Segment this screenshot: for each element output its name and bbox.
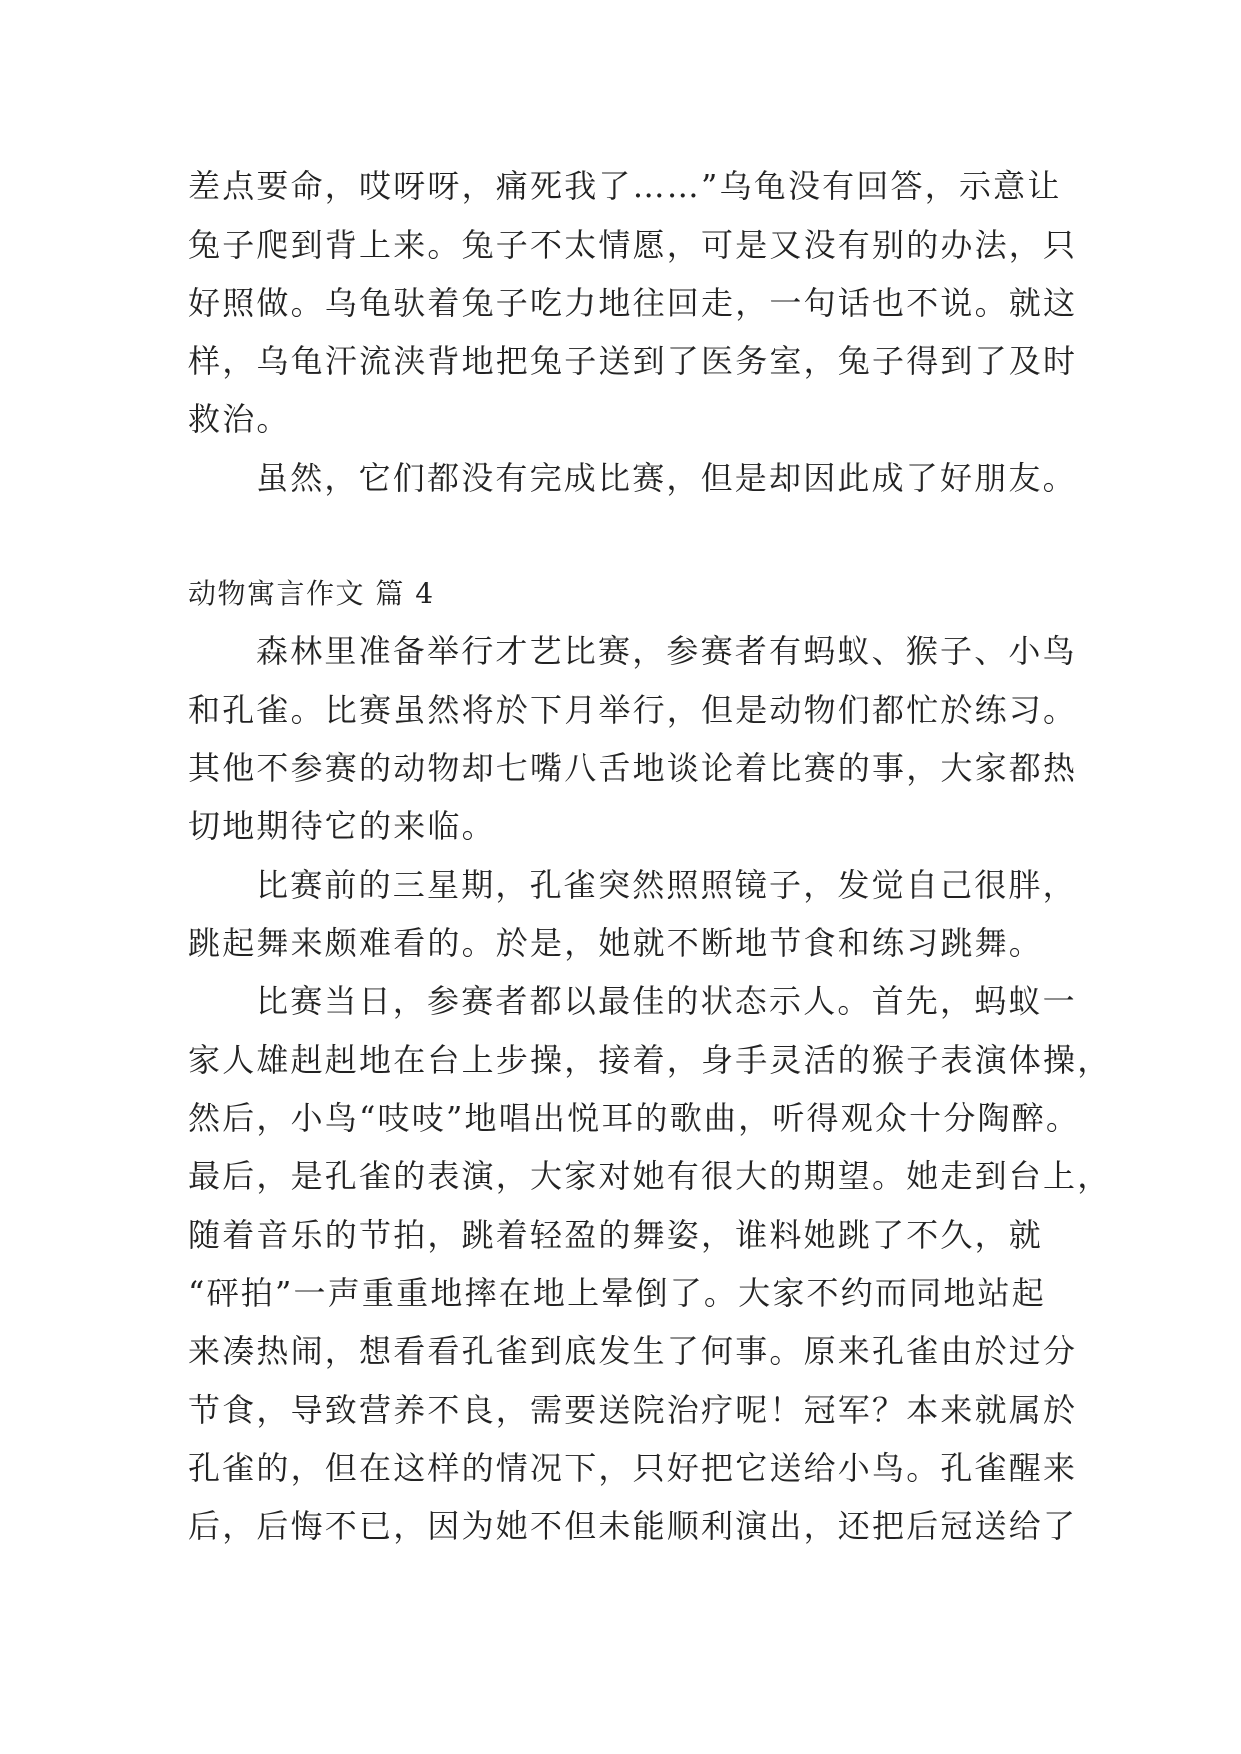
text-line: 比赛前的三星期，孔雀突然照照镜子，发觉自己很胖， [256, 866, 1077, 904]
text-line: 和孔雀。比赛虽然将於下月举行，但是动物们都忙於练习。 [188, 691, 1078, 729]
text-line: 其他不参赛的动物却七嘴八舌地谈论着比赛的事，大家都热 [188, 749, 1078, 787]
text-line: 比赛当日，参赛者都以最佳的状态示人。首先，蚂蚁一 [256, 982, 1077, 1020]
text-line: 后，后悔不已，因为她不但未能顺利演出，还把后冠送给了 [188, 1507, 1078, 1545]
text-line: 样，乌龟汗流浃背地把兔子送到了医务室，兔子得到了及时 [188, 342, 1078, 380]
text-line: 跳起舞来颇难看的。於是，她就不断地节食和练习跳舞。 [188, 924, 1044, 962]
text-line: 来凑热闹，想看看孔雀到底发生了何事。原来孔雀由於过分 [188, 1332, 1078, 1370]
text-line: 兔子爬到背上来。兔子不太情愿，可是又没有别的办法，只 [188, 226, 1078, 264]
text-line: 虽然，它们都没有完成比赛，但是却因此成了好朋友。 [256, 459, 1077, 497]
text-line: 好照做。乌龟驮着兔子吃力地往回走，一句话也不说。就这 [188, 284, 1078, 322]
text-line: 节食，导致营养不良，需要送院治疗呢！冠军？本来就属於 [188, 1391, 1078, 1429]
text-line: 然后，小鸟“吱吱”地唱出悦耳的歌曲，听得观众十分陶醉。 [188, 1099, 1081, 1137]
text-line: 差点要命，哎呀呀，痛死我了……”乌龟没有回答，示意让 [188, 167, 1062, 205]
text-line: 森林里准备举行才艺比赛，参赛者有蚂蚁、猴子、小鸟 [256, 632, 1077, 670]
section-heading: 动物寓言作文 篇 4 [188, 577, 435, 610]
text-line: “砰拍”一声重重地摔在地上晕倒了。大家不约而同地站起 [188, 1274, 1046, 1312]
text-line: 切地期待它的来临。 [188, 807, 496, 845]
text-line: 家人雄赳赳地在台上步操，接着，身手灵活的猴子表演体操， [188, 1041, 1112, 1079]
text-line: 救治。 [188, 400, 291, 438]
text-line: 随着音乐的节拍，跳着轻盈的舞姿，谁料她跳了不久，就 [188, 1216, 1044, 1254]
text-line: 最后，是孔雀的表演，大家对她有很大的期望。她走到台上， [188, 1157, 1112, 1195]
text-line: 孔雀的，但在这样的情况下，只好把它送给小鸟。孔雀醒来 [188, 1449, 1078, 1487]
